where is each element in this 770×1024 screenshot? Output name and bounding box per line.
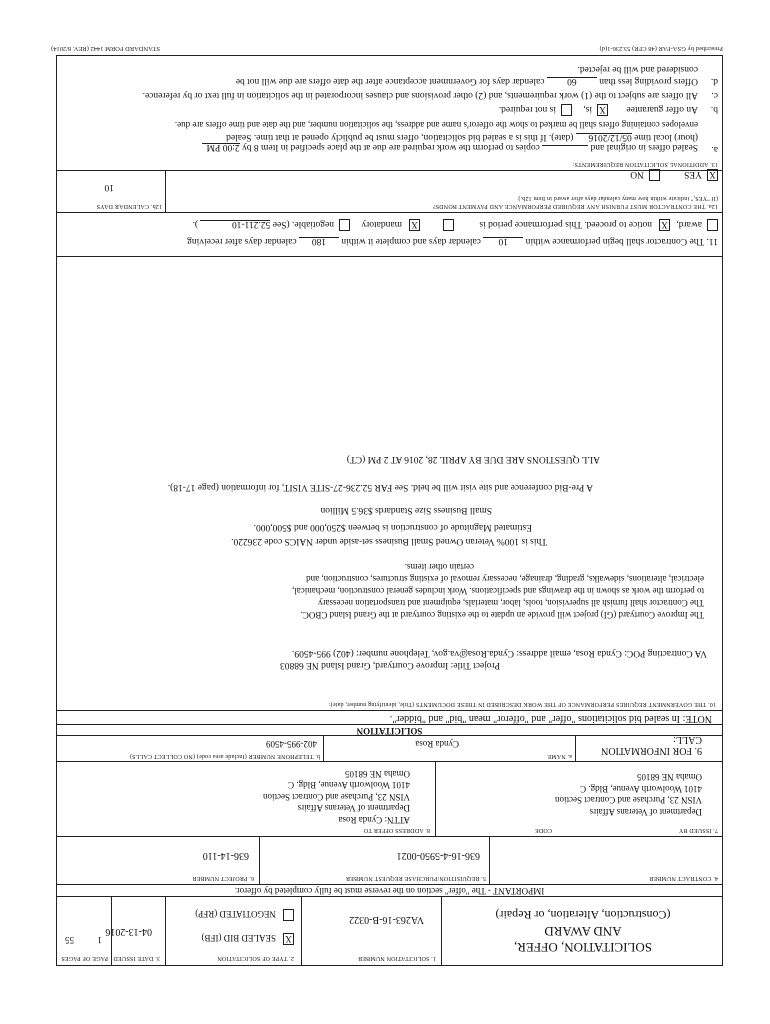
mandatory-label: mandatory — [361, 219, 402, 229]
item11-text-1: 11. The Contractor shall begin performance within — [525, 236, 718, 246]
form-title-line-2: AND AWARD — [544, 924, 622, 939]
item13d-text-2: calendar days for Government acceptance after the date offers are due will not be — [235, 76, 545, 86]
bonds-no-label: NO — [630, 169, 644, 179]
item13c-text: All offers are subject to the (1) work requirements, and (2) other provisions and clauses incorporated in the solicitation in full text or by reference. — [142, 90, 698, 100]
form-title — [458, 907, 708, 955]
contact-name: Cynda Rosa — [415, 739, 459, 749]
info-label-line-1: 9. FOR INFORMATION — [601, 745, 702, 756]
mandatory-checkbox[interactable]: X — [409, 219, 420, 231]
of-pages: 55 — [65, 935, 74, 945]
type-label: 2. TYPE OF SOLICITATION — [217, 955, 294, 961]
address-offer-address — [263, 768, 410, 826]
sf1442-form — [56, 55, 723, 966]
description-line: to perform the work as shown in the drawings and specifications. Work includes general construction, mechanical, — [292, 586, 704, 596]
description-line: electrical, alterations, sidewalks, grading, drainage, necessary removal of existing structures, construction, and — [306, 574, 704, 584]
info-label-line-2: CALL: — [673, 734, 702, 745]
project-title: Project Title: Improve Courtyard, Grand Island NE 68803 — [279, 660, 500, 670]
item13c-marker: c. — [711, 90, 718, 100]
date-label: 3. DATE ISSUED — [113, 955, 160, 961]
item11-text-3: calendar days after receiving — [187, 236, 297, 246]
issued-by-line: VISN 23, Purchase and Contract Section — [555, 795, 702, 806]
item12a-label: 12a. THE CONTRACTOR MUST FURNISH ANY REQUIRED PERFORMANCE AND PAYMENT BONDS? — [432, 203, 718, 209]
phone-label: b. TELEPHONE NUMBER (Include area code) (NO COLLECT CALLS) — [129, 753, 320, 759]
form-title-line-1: SOLICITATION, OFFER, — [514, 940, 652, 955]
description-line: The Improve Courtyard (GI) project will provide an update to the existing courtyard at the Grand Island CBOC. — [300, 610, 704, 620]
item11-close: ). — [192, 219, 199, 229]
item13a-marker: a. — [711, 144, 718, 154]
address-offer-line: ATTN: Cynda Rosa — [338, 815, 410, 825]
address-offer-line: VISN 23, Purchase and Contract Section — [263, 792, 410, 802]
magnitude-text: Estimated Magnitude of construction is between $250,000 and $500,000. — [253, 522, 532, 532]
address-offer-line: Department of Veterans Affairs — [297, 803, 410, 814]
item13a-text-2: copies to perform the work required are due at the place specified in Item 8 by — [241, 142, 540, 152]
requisition-label: 5. REQUISITION/PURCHASE REQUEST NUMBER — [345, 875, 486, 881]
item13a-text-5: envelopes containing offers shall be marked to show the offeror's name and address, the solicitation number, and the date and time offers are due. — [174, 120, 698, 130]
issued-by-code-label: CODE — [534, 827, 552, 833]
address-offer-label: 8. ADDRESS OFFER TO — [363, 827, 430, 833]
address-offer-line: Omaha NE 68105 — [345, 769, 410, 779]
project-description — [292, 561, 704, 621]
item11-line-1 — [187, 235, 718, 247]
item13a-text-1: Sealed offers in original and — [590, 142, 698, 152]
address-offer-line: 4101 Woolworth Avenue, Bldg. C — [288, 780, 410, 791]
guarantee-isnot-label: is not required. — [498, 104, 556, 114]
begin-days-field[interactable]: 10 — [483, 237, 523, 247]
period-checkbox-spacer — [443, 219, 454, 231]
item12a-sublabel: (If "YES," indicate within how many calendar days after award in Item 12b.) — [518, 195, 718, 201]
bonds-yes-label: YES — [684, 169, 702, 179]
contact-text: VA Contracting POC: Cynda Rosa, email address: Cynda.Rosa@va.gov, Telephone number: (402) 995-4509. — [291, 648, 707, 658]
form-name: STANDARD FORM 1442 (REV. 8/2014) — [51, 45, 160, 52]
negotiable-checkbox[interactable] — [339, 219, 350, 231]
issued-by-address — [555, 771, 702, 817]
guarantee-isnot-checkbox[interactable] — [561, 104, 572, 116]
negotiated-checkbox[interactable] — [283, 909, 294, 921]
solicitation-heading: SOLICITATION — [356, 726, 423, 736]
prescribed-note: Prescribed by GSA-FAR (48 CFR) 53.236-1(d) — [599, 45, 723, 52]
item13d-text-1: Offers providing less than — [599, 76, 698, 86]
bond-days: 10 — [104, 182, 114, 192]
page-number: 1 — [97, 935, 102, 945]
item13d-line-1 — [236, 75, 698, 87]
name-label: a. NAME — [547, 753, 572, 759]
contract-label: 4. CONTRACT NUMBER — [649, 875, 718, 881]
sol-number: VA263-16-B-0322 — [349, 914, 424, 925]
issued-by-label: 7. ISSUED BY — [678, 827, 718, 833]
negotiated-label: NEGOTIATED (RFP) — [195, 909, 276, 919]
contact-phone: 402-995-4509 — [266, 739, 317, 749]
award-label: award, — [676, 219, 702, 229]
item10-label: 10. THE GOVERNMENT REQUIRES PERFORMANCE OF THE WORK DESCRIBED IN THESE DOCUMENTS (Title, identifying number, date): — [328, 701, 716, 707]
notice-checkbox[interactable]: X — [659, 219, 670, 231]
copies-field[interactable] — [542, 145, 588, 155]
form-title-line-3: (Construction, Alteration, or Repair) — [495, 908, 671, 922]
set-aside-text: This is 100% Veteran Owned Small Business set-aside under NAICS code 236220. — [231, 536, 547, 546]
item13a-line-1 — [202, 141, 698, 155]
prebid-text: A Pre-Bid conference and site visit will be held. See FAR 52.236-27-SITE VISIT, for information (page 17-18). — [167, 482, 593, 492]
item13d-text-3: considered and will be rejected. — [577, 64, 698, 74]
guarantee-is-label: is, — [583, 104, 592, 114]
offer-guarantee-label: An offer guarantee — [626, 104, 698, 114]
description-line: certain other items. — [404, 562, 474, 572]
sealed-bid-label: SEALED BID (IFB) — [201, 933, 276, 943]
item13a-text-3: (hour) local time — [634, 132, 698, 142]
issued-by-line: Omaha NE 68105 — [637, 772, 702, 783]
item13a-text-4: (date). If this is a sealed bid solicitation, offers must be publicly opened at that time. Sealed — [226, 132, 574, 142]
award-checkbox[interactable] — [707, 219, 718, 231]
negotiable-label: negotiable. (See — [272, 219, 334, 229]
item13-label: 13. ADDITIONAL SOLICITATION REQUIREMENTS: — [572, 161, 718, 167]
important-note: IMPORTANT - The "offer" section on the reverse must be fully completed by offeror. — [234, 886, 545, 896]
description-line: The Contractor shall furnish all supervision, tools, labor, materials, equipment and transportation necessary — [317, 598, 704, 608]
date-issued: 04-13-2016 — [105, 926, 152, 937]
sol-number-label: 1. SOLICITATION NUMBER — [357, 955, 436, 961]
size-standard-text: Small Business Size Standards $36.5 Million — [320, 505, 492, 515]
item13b-marker: b. — [710, 104, 718, 114]
complete-days-field[interactable]: 180 — [299, 237, 339, 247]
page-label: PAGE OF PAGES — [61, 955, 108, 961]
negotiable-line — [193, 218, 335, 230]
item12b-label: 12b. CALENDAR DAYS — [96, 203, 162, 209]
guarantee-is-checkbox[interactable]: X — [597, 104, 608, 116]
due-date-field[interactable]: 05/12/2016 — [576, 133, 632, 143]
requisition-number: 636-16-4-5950-0021 — [396, 850, 480, 861]
bonds-yes-checkbox[interactable]: X — [707, 169, 718, 181]
project-label: 6. PROJECT NUMBER — [192, 875, 254, 881]
sealed-bid-checkbox[interactable]: X — [283, 933, 294, 945]
issued-by-line: 4101 Woolworth Avenue, Bldg. C — [580, 784, 702, 794]
project-number: 636-14-110 — [202, 850, 249, 861]
item13d-marker: d. — [710, 76, 718, 86]
item11-text-2: calendar days and complete it within — [341, 236, 481, 246]
notice-label: notice to proceed. This performance period is — [479, 219, 652, 229]
issued-by-line: Department of Veterans Affairs — [589, 807, 702, 817]
questions-due-text: ALL QUESTIONS ARE DUE BY APRIL 28, 2016 AT 2 PM (CT) — [346, 454, 600, 464]
item13a-line-2 — [226, 131, 698, 143]
info-label — [601, 734, 702, 756]
due-time-field[interactable]: 2:00 PM — [202, 143, 240, 153]
solicitation-note: NOTE: In sealed bid solicitations "offer" and "offeror" mean "bid" and "bidder". — [389, 713, 712, 724]
acceptance-days-field[interactable]: 60 — [547, 77, 597, 87]
see-reference: 52.211-10 — [200, 220, 270, 230]
